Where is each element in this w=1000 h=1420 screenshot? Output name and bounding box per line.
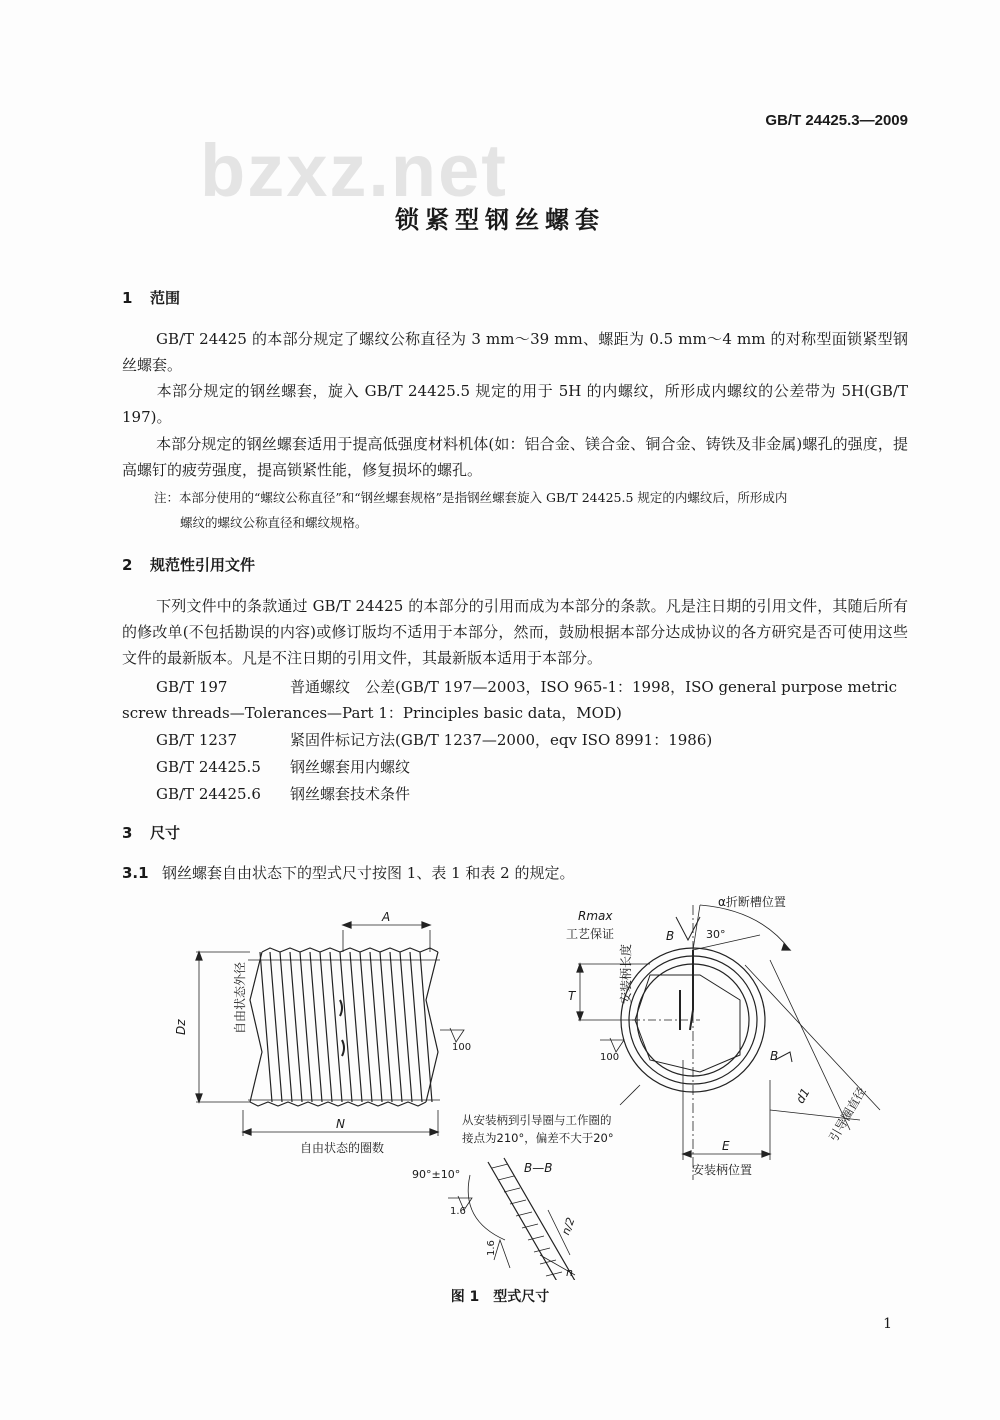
section-2-title: 规范性引用文件 bbox=[150, 556, 256, 574]
page-number: 1 bbox=[883, 1316, 892, 1332]
label-section-BB: B—B bbox=[524, 1161, 553, 1175]
label-angle-90: 90°±10° bbox=[412, 1168, 461, 1181]
section-2-para-1 bbox=[122, 593, 908, 671]
label-roughness-100-b: 100 bbox=[600, 1052, 620, 1063]
section-2-number: 2 bbox=[122, 556, 133, 574]
label-tang-length: 安装柄长度 bbox=[619, 943, 633, 1004]
label-Rmax: Rmax bbox=[578, 909, 613, 923]
ref-code: GB/T 1237 bbox=[156, 731, 238, 749]
label-T: T bbox=[568, 989, 576, 1003]
label-roughness-1-6-b: 1.6 bbox=[486, 1240, 497, 1256]
ref-code: GB/T 24425.6 bbox=[156, 785, 261, 803]
label-free-coil-count: 自由状态的圈数 bbox=[300, 1141, 385, 1155]
ref-text: 普通螺纹 公差(GB/T 197—2003，ISO 965-1：1998，ISO general purpose metric bbox=[290, 678, 898, 696]
section-b-b-view bbox=[448, 1158, 578, 1280]
label-roughness-100-a: 100 bbox=[452, 1042, 472, 1053]
section-2-heading bbox=[122, 554, 255, 575]
label-A: A bbox=[382, 910, 391, 924]
section-1-para-2-text: 本部分规定的钢丝螺套，旋入 GB/T 24425.5 规定的用于 5H 的内螺纹，所形成内螺纹的公差带为 5H(GB/T 197)。 bbox=[122, 382, 908, 426]
section-2-para-1-text: 下列文件中的条款通过 GB/T 24425 的本部分的引用而成为本部分的条款。凡是注日期的引用文件，其随后所有的修改单(不包括勘误的内容)或修订版均不适用于本部分，然而，鼓励根据本部分达成协议的各方研究是否可使用这些文件的最新版本。凡是不注日期的引用文件，其最新版本适用于本部分。 bbox=[122, 597, 908, 667]
section-3-heading bbox=[122, 822, 180, 843]
label-Dz: Dz bbox=[174, 1019, 188, 1035]
section-1-para-3-text: 本部分规定的钢丝螺套适用于提高低强度材料机体(如：铝合金、镁合金、铜合金、铸铁及非金属)螺孔的强度，提高螺钉的疲劳强度，提高锁紧性能，修复损坏的螺孔。 bbox=[122, 435, 908, 479]
ref-gbt24425-5 bbox=[156, 756, 410, 777]
section-1-para-1-text: GB/T 24425 的本部分规定了螺纹公称直径为 3 mm～39 mm、螺距为 0.5 mm～4 mm 的对称型面锁紧型钢丝螺套。 bbox=[122, 330, 908, 374]
label-E: E bbox=[722, 1139, 730, 1153]
section-3-title: 尺寸 bbox=[150, 824, 181, 842]
section-1-para-3 bbox=[122, 431, 908, 483]
label-d1: d1 bbox=[792, 1085, 813, 1106]
label-n-half: n/2 bbox=[559, 1215, 578, 1237]
document-title: 锁紧型钢丝螺套 bbox=[395, 206, 605, 234]
label-tang-position: 安装柄位置 bbox=[692, 1163, 753, 1177]
ref-code: GB/T 24425.5 bbox=[156, 758, 261, 776]
section-1-note-line-1: 注：本部分使用的“螺纹公称直径”和“钢丝螺套规格”是指钢丝螺套旋入 GB/T 24425.5 规定的内螺纹后，所形成内 bbox=[154, 490, 788, 505]
label-note-line-1: 从安装柄到引导圈与工作圈的 bbox=[462, 1113, 612, 1127]
watermark: bzxz.net bbox=[200, 129, 508, 212]
label-roughness-1-6-a: 1.6 bbox=[450, 1206, 466, 1217]
section-3-number: 3 bbox=[122, 824, 133, 842]
section-1-para-1 bbox=[122, 326, 908, 378]
ref-gbt24425-6 bbox=[156, 783, 410, 804]
ref-gbt197-cont: screw threads—Tolerances—Part 1：Principles basic data，MOD) bbox=[122, 704, 622, 722]
section-1-para-2 bbox=[122, 378, 908, 430]
standard-number: GB/T 24425.3—2009 bbox=[765, 112, 908, 129]
section-1-title: 范围 bbox=[150, 289, 181, 307]
label-N: N bbox=[336, 1117, 345, 1131]
ref-text: 紧固件标记方法(GB/T 1237—2000，eqv ISO 8991：1986) bbox=[290, 731, 713, 749]
label-n: n bbox=[566, 1266, 573, 1279]
ref-gbt197 bbox=[156, 676, 897, 697]
label-guide-coil-diameter: 引导圈直径 bbox=[826, 1084, 869, 1144]
label-note-line-2: 接点为210°，偏差不大于20° bbox=[462, 1131, 614, 1145]
ref-text: 钢丝螺套技术条件 bbox=[290, 785, 411, 803]
ref-text: 钢丝螺套用内螺纹 bbox=[290, 758, 411, 776]
label-B-right: B bbox=[770, 1049, 779, 1063]
label-alpha-break-notch: α折断槽位置 bbox=[718, 895, 786, 909]
label-free-outer-diameter: 自由状态外径 bbox=[233, 961, 247, 1034]
label-process-guarantee: 工艺保证 bbox=[566, 927, 615, 941]
label-B-top: B bbox=[666, 929, 675, 943]
ref-gbt1237 bbox=[156, 729, 712, 750]
section-1-note-line-2: 螺纹的螺纹公称直径和螺纹规格。 bbox=[180, 515, 368, 530]
figure-1-drawing bbox=[0, 880, 1000, 1280]
section-1-number: 1 bbox=[122, 289, 133, 307]
clause-3-1-text: 钢丝螺套自由状态下的型式尺寸按图 1、表 1 和表 2 的规定。 bbox=[162, 864, 575, 882]
label-angle-30: 30° bbox=[706, 928, 726, 941]
section-1-heading bbox=[122, 287, 180, 308]
clause-3-1-number: 3.1 bbox=[122, 864, 149, 882]
figure-1-caption: 图 1 型式尺寸 bbox=[450, 1289, 550, 1305]
ref-code: GB/T 197 bbox=[156, 678, 228, 696]
